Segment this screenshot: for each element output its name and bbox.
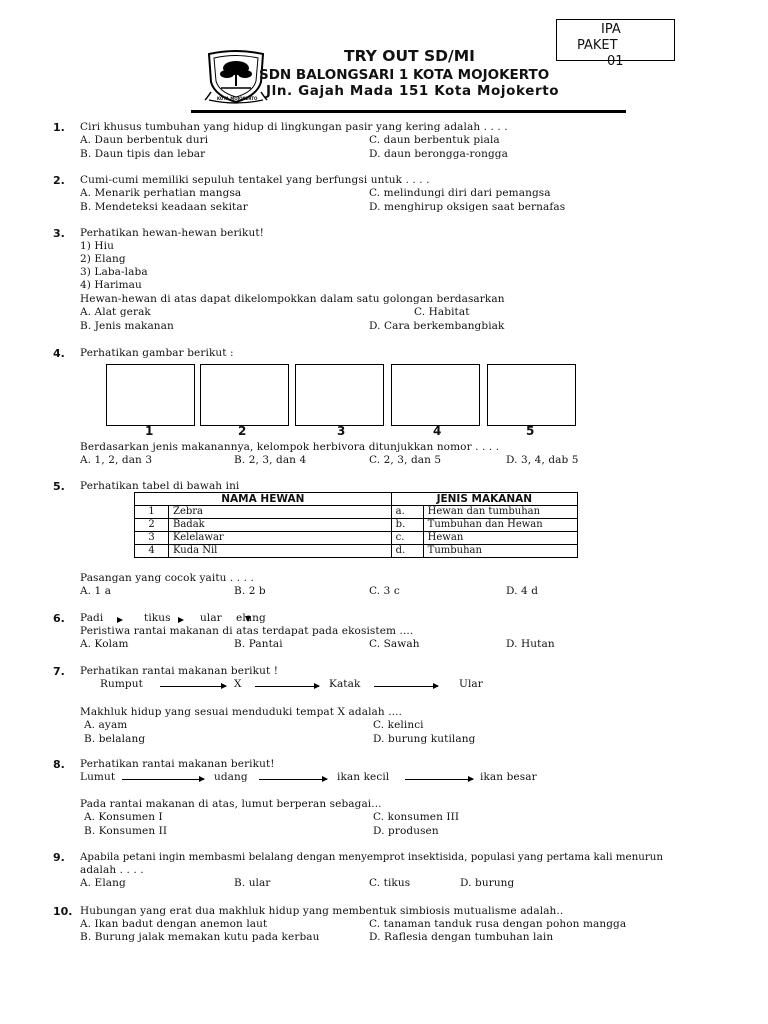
- animal-food-table: [134, 492, 578, 558]
- q9-text-continued: adalah . . . .: [80, 864, 144, 876]
- q3-item-1: 1) Hiu: [80, 240, 114, 252]
- q6-chain-3: ular: [200, 612, 222, 624]
- q3-text-2: Hewan-hewan di atas dapat dikelompokkan dalam satu golongan berdasarkan: [80, 293, 505, 305]
- q8-chain-1: Lumut: [80, 771, 116, 783]
- row-food: Hewan: [423, 532, 577, 545]
- q2-text: Cumi-cumi memiliki sepuluh tentakel yang berfungsi untuk . . . .: [80, 174, 430, 186]
- q8-option-d: D. produsen: [373, 825, 439, 837]
- q6-arrow-3: [245, 616, 251, 622]
- q5-option-a: A. 1 a: [80, 585, 112, 597]
- q5-text-2: Pasangan yang cocok yaitu . . . .: [80, 572, 254, 584]
- q3-option-c: C. Habitat: [414, 306, 470, 318]
- row-food: Tumbuhan dan Hewan: [423, 519, 577, 532]
- q9-option-a: A. Elang: [80, 877, 126, 889]
- q6-chain-4: elang: [236, 612, 266, 624]
- q7-chain-1: Rumput: [100, 678, 143, 690]
- q3-item-4: 4) Harimau: [80, 279, 142, 291]
- row-food: Tumbuhan: [423, 545, 577, 558]
- row-number: 1: [135, 506, 169, 519]
- q3-option-d: D. Cara berkembangbiak: [369, 320, 505, 332]
- q10-option-a: A. Ikan badut dengan anemon laut: [80, 918, 268, 930]
- q7-number: 7.: [53, 665, 65, 678]
- q7-option-b: B. belalang: [84, 733, 146, 745]
- q7-chain-4: Ular: [459, 678, 483, 690]
- row-animal: Kelelawar: [169, 532, 392, 545]
- q7-text: Perhatikan rantai makanan berikut !: [80, 665, 279, 677]
- column-header-food: JENIS MAKANAN: [391, 493, 577, 506]
- q4-number: 4.: [53, 347, 65, 360]
- row-number: 3: [135, 532, 169, 545]
- q3-item-3: 3) Laba-laba: [80, 266, 148, 278]
- q8-arrow-2: [259, 779, 327, 780]
- q8-option-c: C. konsumen III: [373, 811, 460, 823]
- q3-option-a: A. Alat gerak: [80, 306, 151, 318]
- q8-text-2: Pada rantai makanan di atas, lumut berperan sebagai...: [80, 798, 382, 810]
- table-row: [135, 532, 578, 545]
- q4-option-d: D. 3, 4, dab 5: [506, 454, 579, 466]
- q6-arrow-2: [178, 617, 184, 623]
- q1-option-a: A. Daun berbentuk duri: [80, 134, 209, 146]
- q6-option-c: C. Sawah: [369, 638, 420, 650]
- q5-text: Perhatikan tabel di bawah ini: [80, 480, 240, 492]
- q7-option-a: A. ayam: [84, 719, 128, 731]
- row-key: a.: [391, 506, 423, 519]
- q9-number: 9.: [53, 851, 65, 864]
- paket-label: PAKET: [577, 38, 618, 53]
- picture-box-4: [391, 364, 480, 426]
- header-divider: [191, 110, 626, 113]
- q8-arrow-1: [122, 779, 204, 780]
- q8-chain-2: udang: [214, 771, 248, 783]
- q2-option-b: B. Mendeteksi keadaan sekitar: [80, 201, 248, 213]
- q7-option-c: C. kelinci: [373, 719, 424, 731]
- q10-option-c: C. tanaman tanduk rusa dengan pohon mangga: [369, 918, 627, 930]
- q9-option-c: C. tikus: [369, 877, 411, 889]
- q6-arrow-1: [117, 617, 123, 623]
- q6-option-b: B. Pantai: [234, 638, 283, 650]
- q7-chain-3: Katak: [329, 678, 361, 690]
- row-animal: Zebra: [169, 506, 392, 519]
- picture-box-1: [106, 364, 195, 426]
- table-row: [135, 545, 578, 558]
- q1-option-d: D. daun berongga-rongga: [369, 148, 508, 160]
- q6-option-d: D. Hutan: [506, 638, 555, 650]
- table-row: [135, 506, 578, 519]
- row-key: c.: [391, 532, 423, 545]
- q8-chain-4: ikan besar: [480, 771, 537, 783]
- q2-option-d: D. menghirup oksigen saat bernafas: [369, 201, 566, 213]
- q2-number: 2.: [53, 174, 65, 187]
- q6-option-a: A. Kolam: [80, 638, 129, 650]
- table-row: [135, 519, 578, 532]
- row-animal: Badak: [169, 519, 392, 532]
- q7-arrow-3: [374, 686, 438, 687]
- q4-option-a: A. 1, 2, dan 3: [80, 454, 153, 466]
- q9-text: Apabila petani ingin membasmi belalang dengan menyemprot insektisida, populasi yang pertama kali menurun: [80, 851, 664, 863]
- q8-chain-3: ikan kecil: [337, 771, 390, 783]
- row-key: b.: [391, 519, 423, 532]
- q8-number: 8.: [53, 758, 65, 771]
- q5-number: 5.: [53, 480, 65, 493]
- q7-arrow-1: [160, 686, 226, 687]
- paket-subject: IPA: [601, 22, 621, 37]
- q6-text: Peristiwa rantai makanan di atas terdapat pada ekosistem ....: [80, 625, 414, 637]
- q6-chain-2: tikus: [144, 612, 171, 624]
- q4-text-2: Berdasarkan jenis makanannya, kelompok herbivora ditunjukkan nomor . . . .: [80, 441, 500, 453]
- q10-option-d: D. Raflesia dengan tumbuhan lain: [369, 931, 554, 943]
- q3-number: 3.: [53, 227, 65, 240]
- q2-option-c: C. melindungi diri dari pemangsa: [369, 187, 551, 199]
- q3-item-2: 2) Elang: [80, 253, 126, 265]
- table-header-row: [135, 493, 578, 506]
- q8-option-b: B. Konsumen II: [84, 825, 168, 837]
- row-animal: Kuda Nil: [169, 545, 392, 558]
- q10-number: 10.: [53, 905, 73, 918]
- q4-option-c: C. 2, 3, dan 5: [369, 454, 442, 466]
- row-food: Hewan dan tumbuhan: [423, 506, 577, 519]
- column-header-animal: NAMA HEWAN: [135, 493, 392, 506]
- picture-label-1: 1: [145, 424, 154, 438]
- q7-option-d: D. burung kutilang: [373, 733, 476, 745]
- q1-option-b: B. Daun tipis dan lebar: [80, 148, 206, 160]
- q8-option-a: A. Konsumen I: [84, 811, 163, 823]
- paket-box: [556, 19, 675, 69]
- picture-label-2: 2: [238, 424, 247, 438]
- row-key: d.: [391, 545, 423, 558]
- q7-chain-2: X: [234, 678, 242, 690]
- q7-arrow-2: [255, 686, 319, 687]
- q3-option-b: B. Jenis makanan: [80, 320, 174, 332]
- paket-number: 01: [607, 54, 624, 69]
- picture-box-5: [487, 364, 576, 426]
- q10-option-b: B. Burung jalak memakan kutu pada kerbau: [80, 931, 320, 943]
- q6-number: 6.: [53, 612, 65, 625]
- picture-box-2: [200, 364, 289, 426]
- school-name: SDN BALONGSARI 1 KOTA MOJOKERTO: [259, 67, 550, 83]
- q9-option-b: B. ular: [234, 877, 271, 889]
- page-title: TRY OUT SD/MI: [344, 47, 475, 65]
- q7-text-2: Makhluk hidup yang sesuai menduduki tempat X adalah ....: [80, 706, 402, 718]
- row-number: 4: [135, 545, 169, 558]
- q1-number: 1.: [53, 121, 65, 134]
- q4-text: Perhatikan gambar berikut :: [80, 347, 234, 359]
- picture-label-4: 4: [433, 424, 442, 438]
- q3-text: Perhatikan hewan-hewan berikut!: [80, 227, 264, 239]
- q5-option-c: C. 3 c: [369, 585, 400, 597]
- logo-caption: KOTA MOJOKERTO: [217, 96, 258, 101]
- q8-arrow-3: [405, 779, 473, 780]
- q6-chain-1: Padi: [80, 612, 104, 624]
- school-address: Jln. Gajah Mada 151 Kota Mojokerto: [266, 83, 560, 99]
- picture-label-3: 3: [337, 424, 346, 438]
- row-number: 2: [135, 519, 169, 532]
- q5-option-d: D. 4 d: [506, 585, 539, 597]
- q5-option-b: B. 2 b: [234, 585, 266, 597]
- picture-box-3: [295, 364, 384, 426]
- q4-option-b: B. 2, 3, dan 4: [234, 454, 307, 466]
- q10-text: Hubungan yang erat dua makhluk hidup yang membentuk simbiosis mutualisme adalah..: [80, 905, 564, 917]
- q1-option-c: C. daun berbentuk piala: [369, 134, 500, 146]
- picture-label-5: 5: [526, 424, 535, 438]
- q1-text: Ciri khusus tumbuhan yang hidup di lingkungan pasir yang kering adalah . . . .: [80, 121, 508, 133]
- q2-option-a: A. Menarik perhatian mangsa: [80, 187, 242, 199]
- q8-text: Perhatikan rantai makanan berikut!: [80, 758, 275, 770]
- q9-option-d: D. burung: [460, 877, 515, 889]
